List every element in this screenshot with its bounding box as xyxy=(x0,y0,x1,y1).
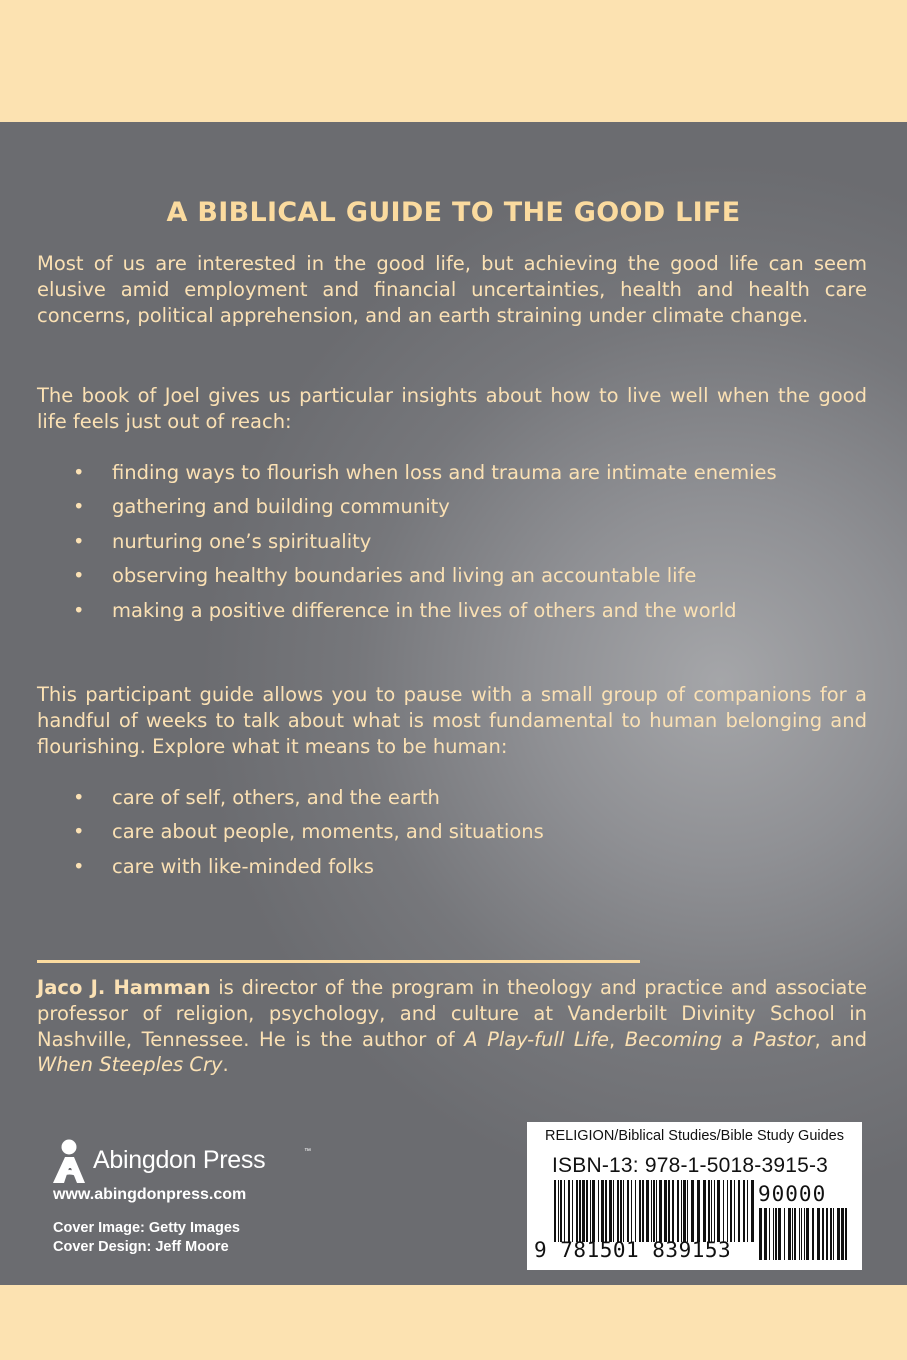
guide-intro-paragraph: This participant guide allows you to pause with a small group of companions for a handful of weeks to talk about what is most fundamental to human belonging and flourishing. Explore what it means to be human: xyxy=(37,683,867,758)
barcode-bar xyxy=(590,1180,591,1242)
ean-barcode xyxy=(554,1180,754,1242)
back-cover-panel xyxy=(0,122,907,1285)
author-name: Jaco J. Hamman xyxy=(37,976,211,999)
barcode-bar xyxy=(799,1208,800,1260)
barcode-bar xyxy=(572,1180,573,1242)
barcode-bar xyxy=(841,1208,844,1260)
barcode-bar xyxy=(683,1180,686,1242)
barcode-bar xyxy=(582,1180,585,1242)
barcode-bar xyxy=(738,1180,740,1242)
bullet-icon: • xyxy=(73,598,85,622)
bullet-icon: • xyxy=(73,820,85,844)
barcode-bar xyxy=(794,1208,796,1260)
barcode-bar xyxy=(806,1208,809,1260)
barcode-bar xyxy=(668,1180,670,1242)
barcode-bar xyxy=(598,1180,599,1242)
barcode-bar xyxy=(631,1180,632,1242)
barcode-bar xyxy=(788,1208,791,1260)
barcode-bar xyxy=(627,1180,629,1242)
list-item: • care about people, moments, and situations xyxy=(73,820,544,844)
barcode-bar xyxy=(620,1180,622,1242)
barcode-bar xyxy=(697,1180,700,1242)
barcode-bar xyxy=(677,1180,679,1242)
barcode-bar xyxy=(635,1180,636,1242)
cover-design-credit: Cover Design: Jeff Moore xyxy=(53,1239,229,1255)
publisher-logo xyxy=(50,1138,350,1184)
trademark-mark: ™ xyxy=(304,1148,311,1155)
barcode-bar xyxy=(708,1180,710,1242)
care-points-list xyxy=(0,785,907,888)
barcode-bar xyxy=(743,1180,745,1242)
barcode-bar xyxy=(703,1180,706,1242)
barcode-bar xyxy=(672,1180,674,1242)
barcode-bar xyxy=(801,1208,802,1260)
barcode-bar xyxy=(747,1180,748,1242)
bullet-icon: • xyxy=(73,461,85,484)
list-item: • nurturing one’s spirituality xyxy=(73,529,372,553)
barcode-bar xyxy=(601,1180,604,1242)
barcode-bar xyxy=(639,1180,641,1242)
barcode-bar xyxy=(751,1180,754,1242)
joel-points-list xyxy=(0,460,907,632)
cover-heading: A BIBLICAL GUIDE TO THE GOOD LIFE xyxy=(166,197,741,228)
price-code: 90000 xyxy=(758,1182,827,1206)
list-item: • gathering and building community xyxy=(73,495,450,519)
bullet-icon: • xyxy=(73,495,85,519)
barcode-bar xyxy=(613,1180,614,1242)
bullet-icon: • xyxy=(73,529,85,553)
barcode-bar xyxy=(656,1180,657,1242)
barcode-bar xyxy=(778,1208,781,1260)
barcode-bar xyxy=(681,1180,682,1242)
list-item: • care with like-minded folks xyxy=(73,854,374,878)
author-bio: Jaco J. Hamman is director of the program in theology and practice and associate professor of religion, psychology, and culture at Vanderbilt Divinity School in Nashville, Tennessee. He is the author of A Play-full Life, Becoming a Pastor, and When Steeples Cry. xyxy=(37,976,867,1077)
barcode-bar xyxy=(817,1208,820,1260)
book-title: Becoming a Pastor xyxy=(624,1027,815,1051)
barcode-bar xyxy=(564,1180,565,1242)
bisac-category: RELIGION/Biblical Studies/Bible Study Guides xyxy=(545,1128,844,1144)
barcode-bar xyxy=(784,1208,785,1260)
barcode-bar xyxy=(730,1180,732,1242)
abingdon-figure-icon xyxy=(50,1138,90,1184)
publisher-url: www.abingdonpress.com xyxy=(53,1186,247,1203)
barcode-bar xyxy=(773,1208,774,1260)
barcode-bar xyxy=(687,1180,688,1242)
list-item: • making a positive difference in the lives of others and the world xyxy=(73,598,737,622)
barcode-bar xyxy=(568,1180,570,1242)
barcode-bar xyxy=(830,1208,832,1260)
list-item: • care of self, others, and the earth xyxy=(73,786,440,809)
barcode-bar xyxy=(659,1180,662,1242)
bullet-icon: • xyxy=(73,786,85,809)
barcode-bar xyxy=(792,1208,793,1260)
barcode-bar xyxy=(727,1180,728,1242)
barcode-bar xyxy=(764,1208,767,1260)
bullet-icon: • xyxy=(73,564,85,588)
barcode-bar xyxy=(822,1208,824,1260)
barcode-bar xyxy=(617,1180,619,1242)
barcode-bar xyxy=(804,1208,805,1260)
book-title: A Play-full Life xyxy=(464,1027,609,1051)
barcode-bar xyxy=(646,1180,649,1242)
barcode-bar xyxy=(623,1180,624,1242)
barcode-bar xyxy=(653,1180,655,1242)
barcode-bar xyxy=(714,1180,715,1242)
barcode-bar xyxy=(833,1208,834,1260)
barcode-bar xyxy=(651,1180,652,1242)
barcode-bar xyxy=(605,1180,607,1242)
isbn-number: ISBN-13: 978-1-5018-3915-3 xyxy=(552,1154,829,1177)
barcode-bar xyxy=(759,1208,762,1260)
price-addon-barcode xyxy=(759,1208,849,1260)
barcode-bar xyxy=(775,1208,777,1260)
bullet-icon: • xyxy=(73,854,85,878)
barcode-bar xyxy=(609,1180,612,1242)
barcode-bar xyxy=(592,1180,595,1242)
barcode-bar xyxy=(769,1208,770,1260)
barcode-bar xyxy=(579,1180,581,1242)
barcode-bar xyxy=(576,1180,578,1242)
book-title: When Steeples Cry xyxy=(37,1053,223,1077)
barcode-bar xyxy=(554,1180,556,1242)
intro-paragraph: Most of us are interested in the good life, but achieving the good life can seem elusive amid employment and financial uncertainties, health and health care concerns, political apprehension, and an earth straining under climate change. xyxy=(37,252,867,327)
barcode-bar xyxy=(560,1180,562,1242)
barcode-bar xyxy=(558,1180,559,1242)
barcode-bar xyxy=(664,1180,667,1242)
barcode-bar xyxy=(717,1180,720,1242)
barcode-bar xyxy=(845,1208,847,1260)
barcode-bar xyxy=(812,1208,814,1260)
barcode-bar xyxy=(826,1208,828,1260)
barcode-bar xyxy=(711,1180,712,1242)
barcode-bar xyxy=(734,1180,735,1242)
cover-image-credit: Cover Image: Getty Images xyxy=(53,1220,240,1236)
list-item: • finding ways to flourish when loss and trauma are intimate enemies xyxy=(73,461,777,484)
barcode-bar xyxy=(723,1180,724,1242)
barcode-bar xyxy=(691,1180,694,1242)
barcode-bar xyxy=(837,1208,840,1260)
divider-rule xyxy=(37,960,640,963)
barcode-bar xyxy=(586,1180,588,1242)
barcode-digits: 9 781501 839153 xyxy=(534,1238,732,1262)
publisher-name: Abingdon Press xyxy=(93,1146,266,1174)
joel-intro-paragraph: The book of Joel gives us particular insights about how to live well when the good life feels just out of reach: xyxy=(37,384,867,433)
barcode-label xyxy=(527,1122,862,1270)
list-item: • observing healthy boundaries and living an accountable life xyxy=(73,564,697,588)
barcode-bar xyxy=(642,1180,644,1242)
